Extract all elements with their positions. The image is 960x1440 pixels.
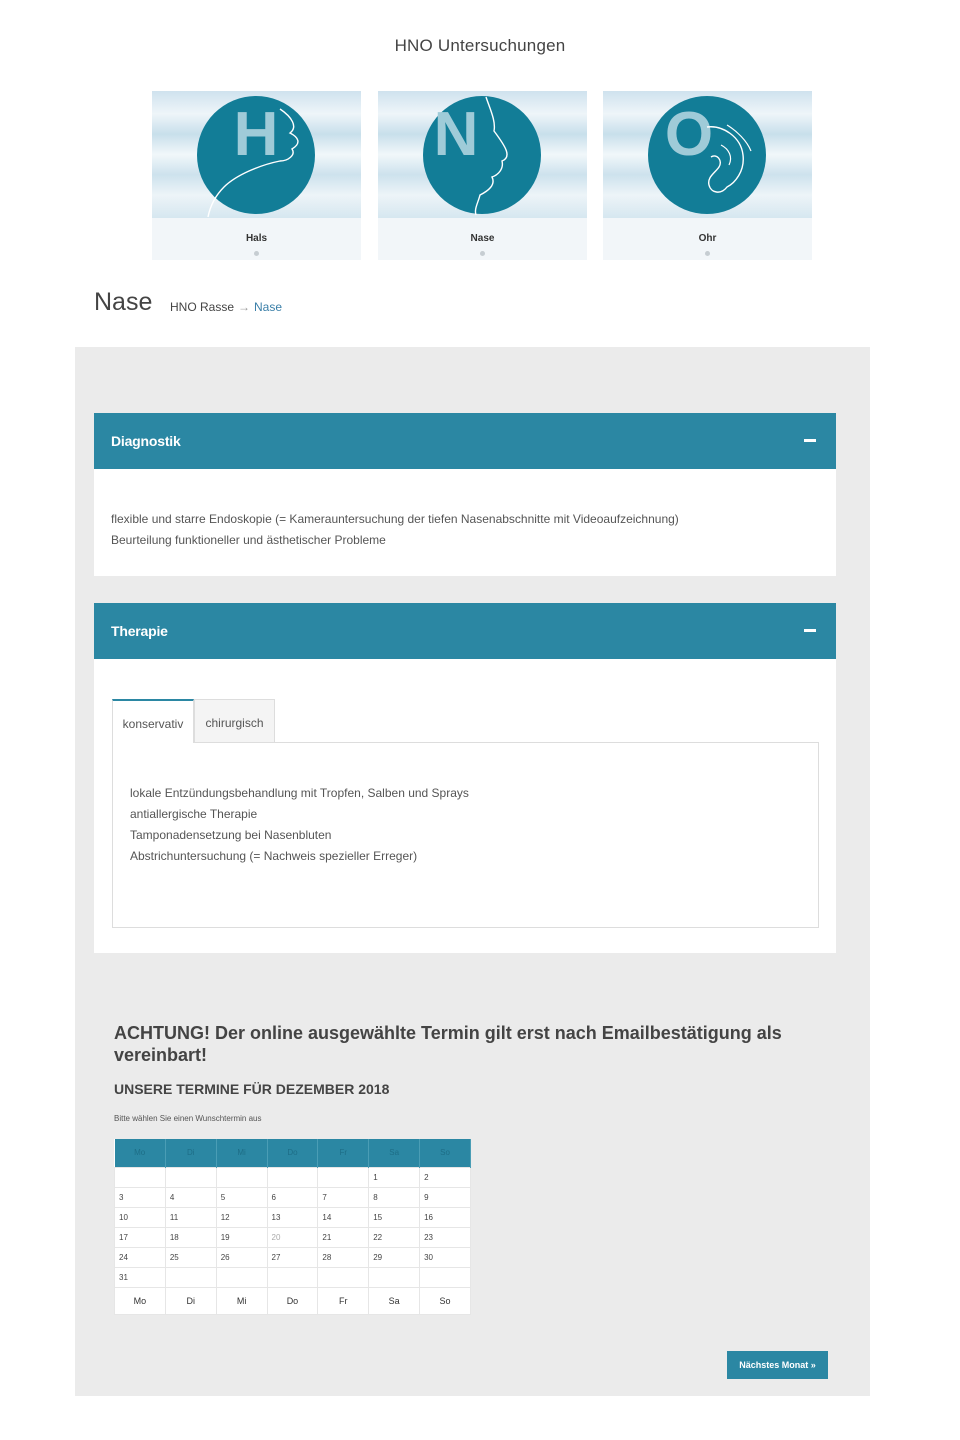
list-item: Beurteilung funktioneller und ästhetischer Probleme <box>111 533 386 547</box>
section-title: HNO Untersuchungen <box>394 36 566 55</box>
card-ohr[interactable] <box>603 91 812 260</box>
accordion-body-therapie <box>94 659 836 953</box>
calendar-day[interactable]: 1 <box>369 1167 420 1187</box>
card-image-nase <box>378 91 587 218</box>
calendar-day <box>165 1267 216 1287</box>
svg-text:O: O <box>664 100 714 169</box>
tab-panel-konservativ <box>112 742 819 928</box>
calendar-week-row <box>115 1247 471 1267</box>
weekday-footer: Di <box>165 1287 216 1314</box>
calendar-day[interactable]: 17 <box>115 1227 166 1247</box>
calendar-day[interactable]: 21 <box>318 1227 369 1247</box>
list-item: lokale Entzündungsbehandlung mit Tropfen, Salben und Sprays <box>130 786 469 800</box>
breadcrumb-parent-link[interactable]: HNO Rasse <box>170 300 235 314</box>
card-dot <box>254 251 259 256</box>
calendar-day[interactable]: 27 <box>267 1247 318 1267</box>
calendar-day <box>216 1167 267 1187</box>
weekday-header: Fr <box>318 1139 369 1167</box>
throat-profile-icon <box>152 91 361 218</box>
nose-profile-icon <box>378 91 587 218</box>
calendar-day <box>115 1167 166 1187</box>
calendar-day[interactable]: 11 <box>165 1207 216 1227</box>
calendar-week-row <box>115 1227 471 1247</box>
page-title: Nase <box>94 288 153 316</box>
next-month-button[interactable]: Nächstes Monat » <box>727 1351 828 1379</box>
calendar-day[interactable]: 9 <box>420 1187 471 1207</box>
calendar-day[interactable]: 16 <box>420 1207 471 1227</box>
breadcrumb-separator: → <box>238 300 251 314</box>
weekday-footer: Sa <box>369 1287 420 1314</box>
booking-heading: UNSERE TERMINE FÜR DEZEMBER 2018 <box>114 1081 390 1097</box>
calendar-day[interactable]: 13 <box>267 1207 318 1227</box>
tab-konservativ[interactable]: konservativ <box>112 699 194 743</box>
list-item: flexible und starre Endoskopie (= Kamerauntersuchung der tiefen Nasenabschnitte mit Videoaufzeichnung) <box>111 512 679 526</box>
calendar-day[interactable]: 3 <box>115 1187 166 1207</box>
weekday-footer: Mo <box>115 1287 166 1314</box>
appointment-calendar <box>114 1139 471 1315</box>
collapse-minus-icon[interactable] <box>804 629 816 632</box>
tab-chirurgisch[interactable]: chirurgisch <box>194 699 275 743</box>
accordion-header-diagnostik[interactable] <box>94 413 836 469</box>
calendar-day[interactable]: 10 <box>115 1207 166 1227</box>
calendar-header-row <box>115 1139 471 1167</box>
svg-text:H: H <box>233 100 279 169</box>
weekday-footer: Fr <box>318 1287 369 1314</box>
calendar-day[interactable]: 8 <box>369 1187 420 1207</box>
ear-icon <box>603 91 812 218</box>
calendar-day <box>318 1267 369 1287</box>
card-label-ohr: Ohr <box>698 233 717 244</box>
calendar-week-row <box>115 1207 471 1227</box>
calendar-day[interactable]: 19 <box>216 1227 267 1247</box>
card-label-hals: Hals <box>245 233 268 244</box>
weekday-header: Mo <box>115 1139 166 1167</box>
diagnostik-list <box>111 509 679 551</box>
calendar-day <box>216 1267 267 1287</box>
calendar-day[interactable]: 26 <box>216 1247 267 1267</box>
calendar-day[interactable]: 23 <box>420 1227 471 1247</box>
collapse-minus-icon[interactable] <box>804 439 816 442</box>
breadcrumb <box>170 300 282 314</box>
accordion-title: Therapie <box>111 623 168 639</box>
weekday-header: Di <box>165 1139 216 1167</box>
weekday-header: So <box>420 1139 471 1167</box>
weekday-footer: Do <box>267 1287 318 1314</box>
accordion-body-diagnostik <box>94 469 836 576</box>
weekday-header: Mi <box>216 1139 267 1167</box>
card-dot <box>705 251 710 256</box>
calendar-day <box>369 1267 420 1287</box>
weekday-footer: So <box>420 1287 471 1314</box>
calendar-day[interactable]: 18 <box>165 1227 216 1247</box>
svg-text:N: N <box>433 100 479 169</box>
calendar-week-row <box>115 1187 471 1207</box>
calendar-day[interactable]: 14 <box>318 1207 369 1227</box>
calendar-day[interactable]: 31 <box>115 1267 166 1287</box>
calendar-day <box>420 1267 471 1287</box>
booking-warning: ACHTUNG! Der online ausgewählte Termin gilt erst nach Emailbestätigung als vereinbart! <box>114 1023 782 1065</box>
calendar-day[interactable]: 20 <box>267 1227 318 1247</box>
breadcrumb-current: Nase <box>254 300 283 314</box>
category-cards <box>152 91 812 261</box>
weekday-footer: Mi <box>216 1287 267 1314</box>
calendar-week-row <box>115 1167 471 1187</box>
calendar-day[interactable]: 15 <box>369 1207 420 1227</box>
calendar-day[interactable]: 6 <box>267 1187 318 1207</box>
calendar-day[interactable]: 22 <box>369 1227 420 1247</box>
calendar-day[interactable]: 7 <box>318 1187 369 1207</box>
card-nase[interactable] <box>378 91 587 260</box>
calendar-day <box>318 1167 369 1187</box>
card-image-ohr <box>603 91 812 218</box>
calendar-day[interactable]: 24 <box>115 1247 166 1267</box>
calendar-day <box>165 1167 216 1187</box>
calendar-day <box>267 1267 318 1287</box>
calendar-day[interactable]: 30 <box>420 1247 471 1267</box>
calendar-day[interactable]: 29 <box>369 1247 420 1267</box>
list-item: Abstrichuntersuchung (= Nachweis spezieller Erreger) <box>130 849 418 863</box>
booking-hint: Bitte wählen Sie einen Wunschtermin aus <box>114 1114 262 1123</box>
card-hals[interactable] <box>152 91 361 260</box>
calendar-day <box>267 1167 318 1187</box>
calendar-day[interactable]: 12 <box>216 1207 267 1227</box>
list-item: Tamponadensetzung bei Nasenbluten <box>130 828 332 842</box>
calendar-day[interactable]: 25 <box>165 1247 216 1267</box>
calendar-day[interactable]: 5 <box>216 1187 267 1207</box>
therapy-list <box>130 783 469 867</box>
card-image-hals <box>152 91 361 218</box>
weekday-header: Do <box>267 1139 318 1167</box>
calendar-day[interactable]: 28 <box>318 1247 369 1267</box>
accordion-title: Diagnostik <box>111 433 181 449</box>
accordion-header-therapie[interactable] <box>94 603 836 659</box>
calendar-day[interactable]: 4 <box>165 1187 216 1207</box>
card-dot <box>480 251 485 256</box>
list-item: antiallergische Therapie <box>130 807 258 821</box>
weekday-header: Sa <box>369 1139 420 1167</box>
card-label-nase: Nase <box>470 233 495 244</box>
calendar-footer-row <box>115 1287 471 1314</box>
calendar-day[interactable]: 2 <box>420 1167 471 1187</box>
calendar-week-row <box>115 1267 471 1287</box>
